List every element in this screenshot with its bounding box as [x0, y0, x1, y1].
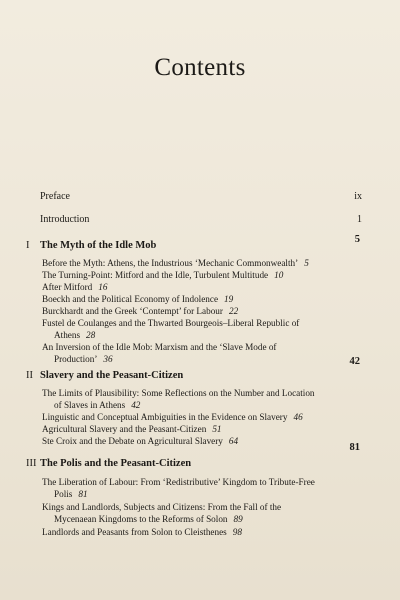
- entry-page: 64: [228, 436, 239, 446]
- toc-entry: [42, 388, 342, 411]
- part-3-title: The Polis and the Peasant-Citizen: [40, 458, 192, 469]
- toc-entry: [42, 306, 342, 318]
- entry-text-continued: Production’: [54, 353, 98, 364]
- toc-entry: [42, 412, 342, 424]
- entry-text: Burckhardt and the Greek ‘Contempt’ for Labour: [42, 306, 223, 316]
- toc-entry: [42, 294, 342, 306]
- toc-entry: [42, 424, 342, 436]
- toc-entry: [42, 318, 342, 341]
- entry-page: 16: [98, 282, 108, 292]
- entry-text: Landlords and Peasants from Solon to Cleisthenes: [42, 527, 227, 537]
- part-2-title: Slavery and the Peasant-Citizen: [40, 370, 184, 381]
- entry-text-continued: of Slaves in Athens: [54, 399, 126, 410]
- entry-page: 19: [224, 294, 234, 304]
- entry-text: The Limits of Plausibility: Some Reflections on the Number and Location: [42, 388, 315, 398]
- entry-text-continued: Polis: [54, 488, 73, 499]
- entry-text: Before the Myth: Athens, the Industrious ‘Mechanic Commonwealth’: [42, 258, 299, 268]
- entry-page: 81: [78, 488, 88, 499]
- toc-entry: [42, 282, 342, 294]
- part-1-page: 5: [354, 234, 360, 245]
- entry-page: 22: [228, 306, 239, 316]
- part-1-numeral: I: [26, 240, 30, 251]
- entry-text: Kings and Landlords, Subjects and Citizens: From the Fall of the: [42, 502, 282, 512]
- entry-page: 5: [304, 258, 309, 268]
- entry-page: 28: [86, 329, 96, 340]
- part-1-title: The Myth of the Idle Mob: [40, 240, 157, 251]
- entry-text: The Turning-Point: Mitford and the Idle, Turbulent Multitude: [42, 270, 269, 280]
- toc-introduction-page: 1: [357, 214, 362, 225]
- part-2-numeral: II: [26, 370, 33, 381]
- entry-text: Boeckh and the Political Economy of Indolence: [42, 294, 219, 304]
- entry-page: 98: [232, 527, 242, 537]
- entry-text: An Inversion of the Idle Mob: Marxism and the ‘Slave Mode of: [42, 342, 277, 352]
- entry-page: 10: [274, 270, 284, 280]
- part-2-page: 42: [349, 356, 360, 367]
- entry-page: 51: [212, 424, 222, 434]
- part-3-numeral: III: [26, 458, 37, 469]
- toc-entry: [42, 436, 342, 448]
- toc-entry: [42, 258, 342, 270]
- entry-text-continued: Mycenaean Kingdoms to the Reforms of Solon: [54, 513, 228, 524]
- entry-text: Ste Croix and the Debate on Agricultural Slavery: [42, 436, 223, 446]
- toc-introduction-label: Introduction: [40, 214, 90, 225]
- entry-text-continued: Athens: [54, 329, 81, 340]
- entry-text: Agricultural Slavery and the Peasant-Citizen: [42, 424, 207, 434]
- entry-text: Linguistic and Conceptual Ambiguities in the Evidence on Slavery: [42, 412, 288, 422]
- entry-text: The Liberation of Labour: From ‘Redistributive’ Kingdom to Tribute-Free: [42, 477, 315, 487]
- page-title: Contents: [154, 54, 246, 81]
- toc-preface-page: ix: [354, 191, 362, 202]
- toc-entry: [42, 502, 342, 525]
- entry-text: Fustel de Coulanges and the Thwarted Bourgeois–Liberal Republic of: [42, 318, 300, 328]
- entry-page: 42: [131, 399, 141, 410]
- toc-entry: [42, 342, 342, 365]
- part-3-page: 81: [349, 442, 360, 453]
- entry-page: 36: [103, 353, 113, 364]
- toc-entry: [42, 477, 342, 500]
- toc-entry: [42, 270, 342, 282]
- entry-page: 46: [293, 412, 303, 422]
- entry-page: 89: [233, 513, 243, 524]
- toc-preface-label: Preface: [40, 191, 70, 202]
- entry-text: After Mitford: [42, 282, 93, 292]
- toc-entry: [42, 527, 342, 539]
